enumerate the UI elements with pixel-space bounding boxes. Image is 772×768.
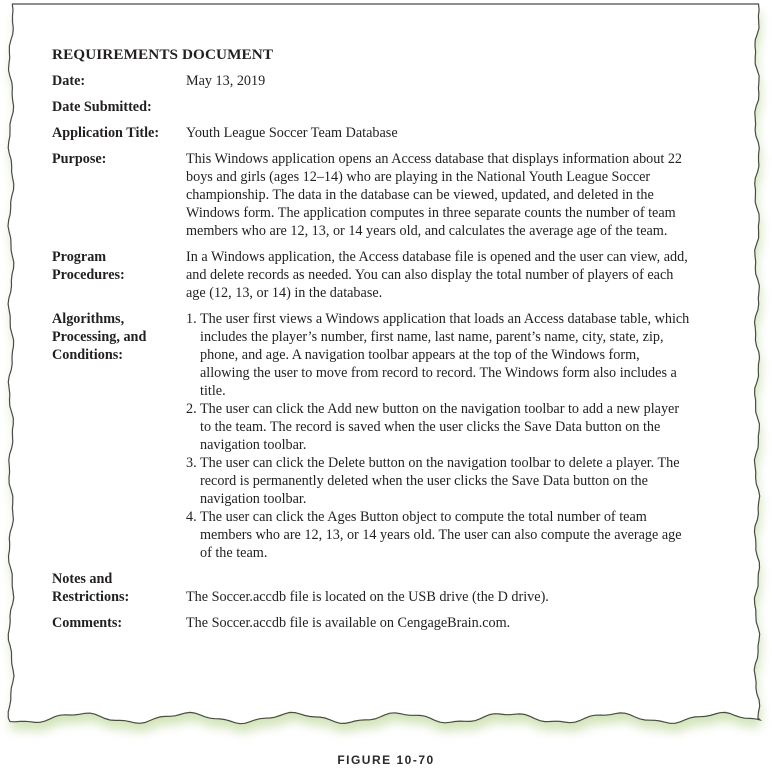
list-item-number: 3. <box>186 455 197 471</box>
program-procedures-label <box>52 248 186 302</box>
date-row <box>52 72 692 90</box>
list-item <box>186 508 692 562</box>
date-submitted-value <box>186 98 692 116</box>
date-value: May 13, 2019 <box>186 73 266 89</box>
notes-row <box>52 570 692 606</box>
date-submitted-row <box>52 98 692 116</box>
list-item <box>186 310 692 400</box>
list-item-text: The user can click the Add new button on the navigation toolbar to add a new player to the team. The record is saved when the user clicks the Save Data button on the navigation toolbar. <box>200 401 680 453</box>
algorithms-label <box>52 310 186 562</box>
notes-value: The Soccer.accdb file is located on the USB drive (the D drive). <box>186 589 549 605</box>
algorithms-list <box>186 310 692 562</box>
purpose-label: Purpose: <box>52 151 107 167</box>
list-item <box>186 454 692 508</box>
purpose-value: This Windows application opens an Access database that displays information about 22 boys and girls (ages 12–14) who are playing in the National Youth League Soccer championship. The data in the database can be viewed, updated, and deleted in the Windows form. The application computes in three separate counts the number of team members who are 12, 13, or 14 years old, and calculates the average age of the team. <box>186 151 683 239</box>
application-title-value: Youth League Soccer Team Database <box>186 125 398 141</box>
program-procedures-row <box>52 248 692 302</box>
algorithms-label-line1: Algorithms, <box>52 311 125 327</box>
program-procedures-value: In a Windows application, the Access database file is opened and the user can view, add, and delete records as needed. You can also display the total number of players of each age (12, 13, or 14) in the database. <box>186 249 688 301</box>
list-item <box>186 400 692 454</box>
comments-row <box>52 614 692 632</box>
application-title-row <box>52 124 692 142</box>
list-item-text: The user first views a Windows application that loads an Access database table, which includes the player’s number, first name, last name, parent’s name, city, state, zip, phone, and age. A navigation toolbar appears at the top of the Windows form, allowing the user to move from record to record. The Windows form also includes a title. <box>200 311 690 399</box>
list-item-number: 2. <box>186 401 197 417</box>
program-procedures-label-line2: Procedures: <box>52 267 125 283</box>
purpose-row <box>52 150 692 240</box>
comments-value: The Soccer.accdb file is available on CengageBrain.com. <box>186 615 511 631</box>
comments-label: Comments: <box>52 615 123 631</box>
algorithms-label-line2: Processing, and <box>52 329 147 345</box>
list-item-text: The user can click the Delete button on the navigation toolbar to delete a player. The record is permanently deleted when the user clicks the Save Data button on the navigation toolbar. <box>200 455 680 507</box>
list-item-text: The user can click the Ages Button object to compute the total number of team members who are 12, 13, or 14 years old. The user can also compute the average age of the team. <box>200 509 682 561</box>
program-procedures-label-line1: Program <box>52 249 107 265</box>
notes-label <box>52 570 186 606</box>
notes-label-line1: Notes and <box>52 571 113 587</box>
requirements-document <box>52 46 692 632</box>
list-item-number: 1. <box>186 311 197 327</box>
application-title-label: Application Title: <box>52 125 160 141</box>
list-item-number: 4. <box>186 509 197 525</box>
date-label: Date: <box>52 73 86 89</box>
document-title: REQUIREMENTS DOCUMENT <box>52 46 274 63</box>
date-submitted-label: Date Submitted: <box>52 99 152 115</box>
notes-label-line2: Restrictions: <box>52 589 130 605</box>
figure-caption: FIGURE 10-70 <box>337 753 435 767</box>
algorithms-label-line3: Conditions: <box>52 347 123 363</box>
algorithms-row <box>52 310 692 562</box>
